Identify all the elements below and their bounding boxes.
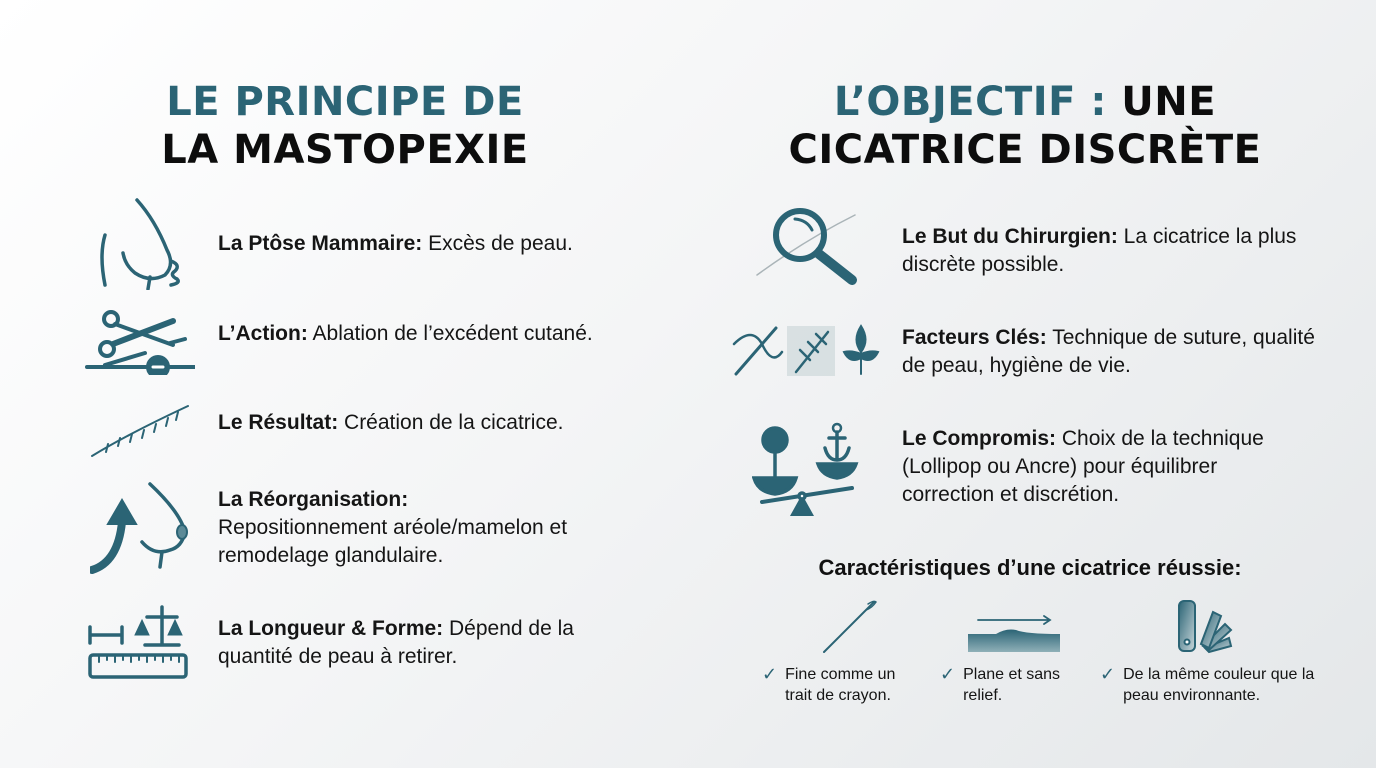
checkmark-icon: ✓ [1100, 664, 1116, 684]
sutured-scar-icon [88, 400, 193, 460]
left-title [130, 78, 560, 174]
fine-line-icon [820, 598, 880, 656]
magnifier-icon [755, 200, 865, 295]
item-label: Le Compromis: [902, 427, 1057, 450]
item-label: La Ptôse Mammaire: [218, 232, 423, 255]
color-swatch-icon [1175, 598, 1237, 654]
right-item-2 [902, 324, 1322, 380]
feature-flat [940, 664, 1090, 706]
left-item-5 [218, 615, 638, 671]
item-label: L’Action: [218, 322, 308, 345]
ruler-scale-icon [87, 605, 192, 683]
left-title-line1: LE PRINCIPE DE [166, 79, 524, 125]
item-text: Repositionnement aréole/mamelon et remodelage glandulaire. [218, 516, 568, 567]
left-item-3 [218, 409, 563, 437]
scissors-excision-icon [85, 305, 195, 375]
item-text: Ablation de l’excédent cutané. [307, 322, 593, 345]
left-item-4 [218, 486, 618, 570]
item-text: La cicatrice la plus discrète possible. [902, 225, 1297, 276]
checkmark-icon: ✓ [762, 664, 778, 684]
checkmark-icon: ✓ [940, 664, 956, 684]
item-label: La Longueur & Forme: [218, 617, 444, 640]
characteristics-heading: Caractéristiques d’une cicatrice réussie: [818, 555, 1242, 580]
item-text: Technique de suture, qualité de peau, hygiène de vie. [902, 326, 1315, 377]
feature-text: Plane et sans relief. [963, 666, 1061, 704]
item-label: Facteurs Clés: [902, 326, 1047, 349]
item-text: Création de la cicatrice. [338, 411, 564, 434]
feature-text: Fine comme un trait de crayon. [785, 666, 896, 704]
right-title [740, 78, 1310, 174]
feature-fine [762, 664, 922, 706]
item-label: Le Résultat: [218, 411, 339, 434]
left-item-1 [218, 230, 573, 258]
flat-surface-icon [966, 612, 1062, 654]
feature-text: De la même couleur que la peau environnante. [1123, 666, 1315, 704]
breast-ptosis-icon [95, 195, 190, 290]
right-item-3 [902, 425, 1302, 509]
item-text: Dépend de la quantité de peau à retirer. [218, 617, 574, 668]
item-label: Le But du Chirurgien: [902, 225, 1118, 248]
needle-skin-leaf-icons [732, 322, 892, 380]
item-text: Excès de peau. [422, 232, 573, 255]
feature-color [1100, 664, 1330, 706]
left-item-2 [218, 320, 593, 348]
balance-lollipop-anchor-icon [752, 418, 862, 516]
right-item-1 [902, 223, 1302, 279]
right-title-line2: CICATRICE DISCRÈTE [788, 127, 1262, 173]
right-title-accent: L’OBJECTIF : [833, 79, 1107, 125]
breast-lift-arrow-icon [90, 482, 190, 577]
left-title-line2: LA MASTOPEXIE [161, 127, 529, 173]
right-title-dark: UNE [1106, 79, 1217, 125]
item-label: La Réorganisation: [218, 488, 409, 511]
item-text: Choix de la technique (Lollipop ou Ancre) pour équilibrer correction et discrétion. [902, 427, 1264, 506]
